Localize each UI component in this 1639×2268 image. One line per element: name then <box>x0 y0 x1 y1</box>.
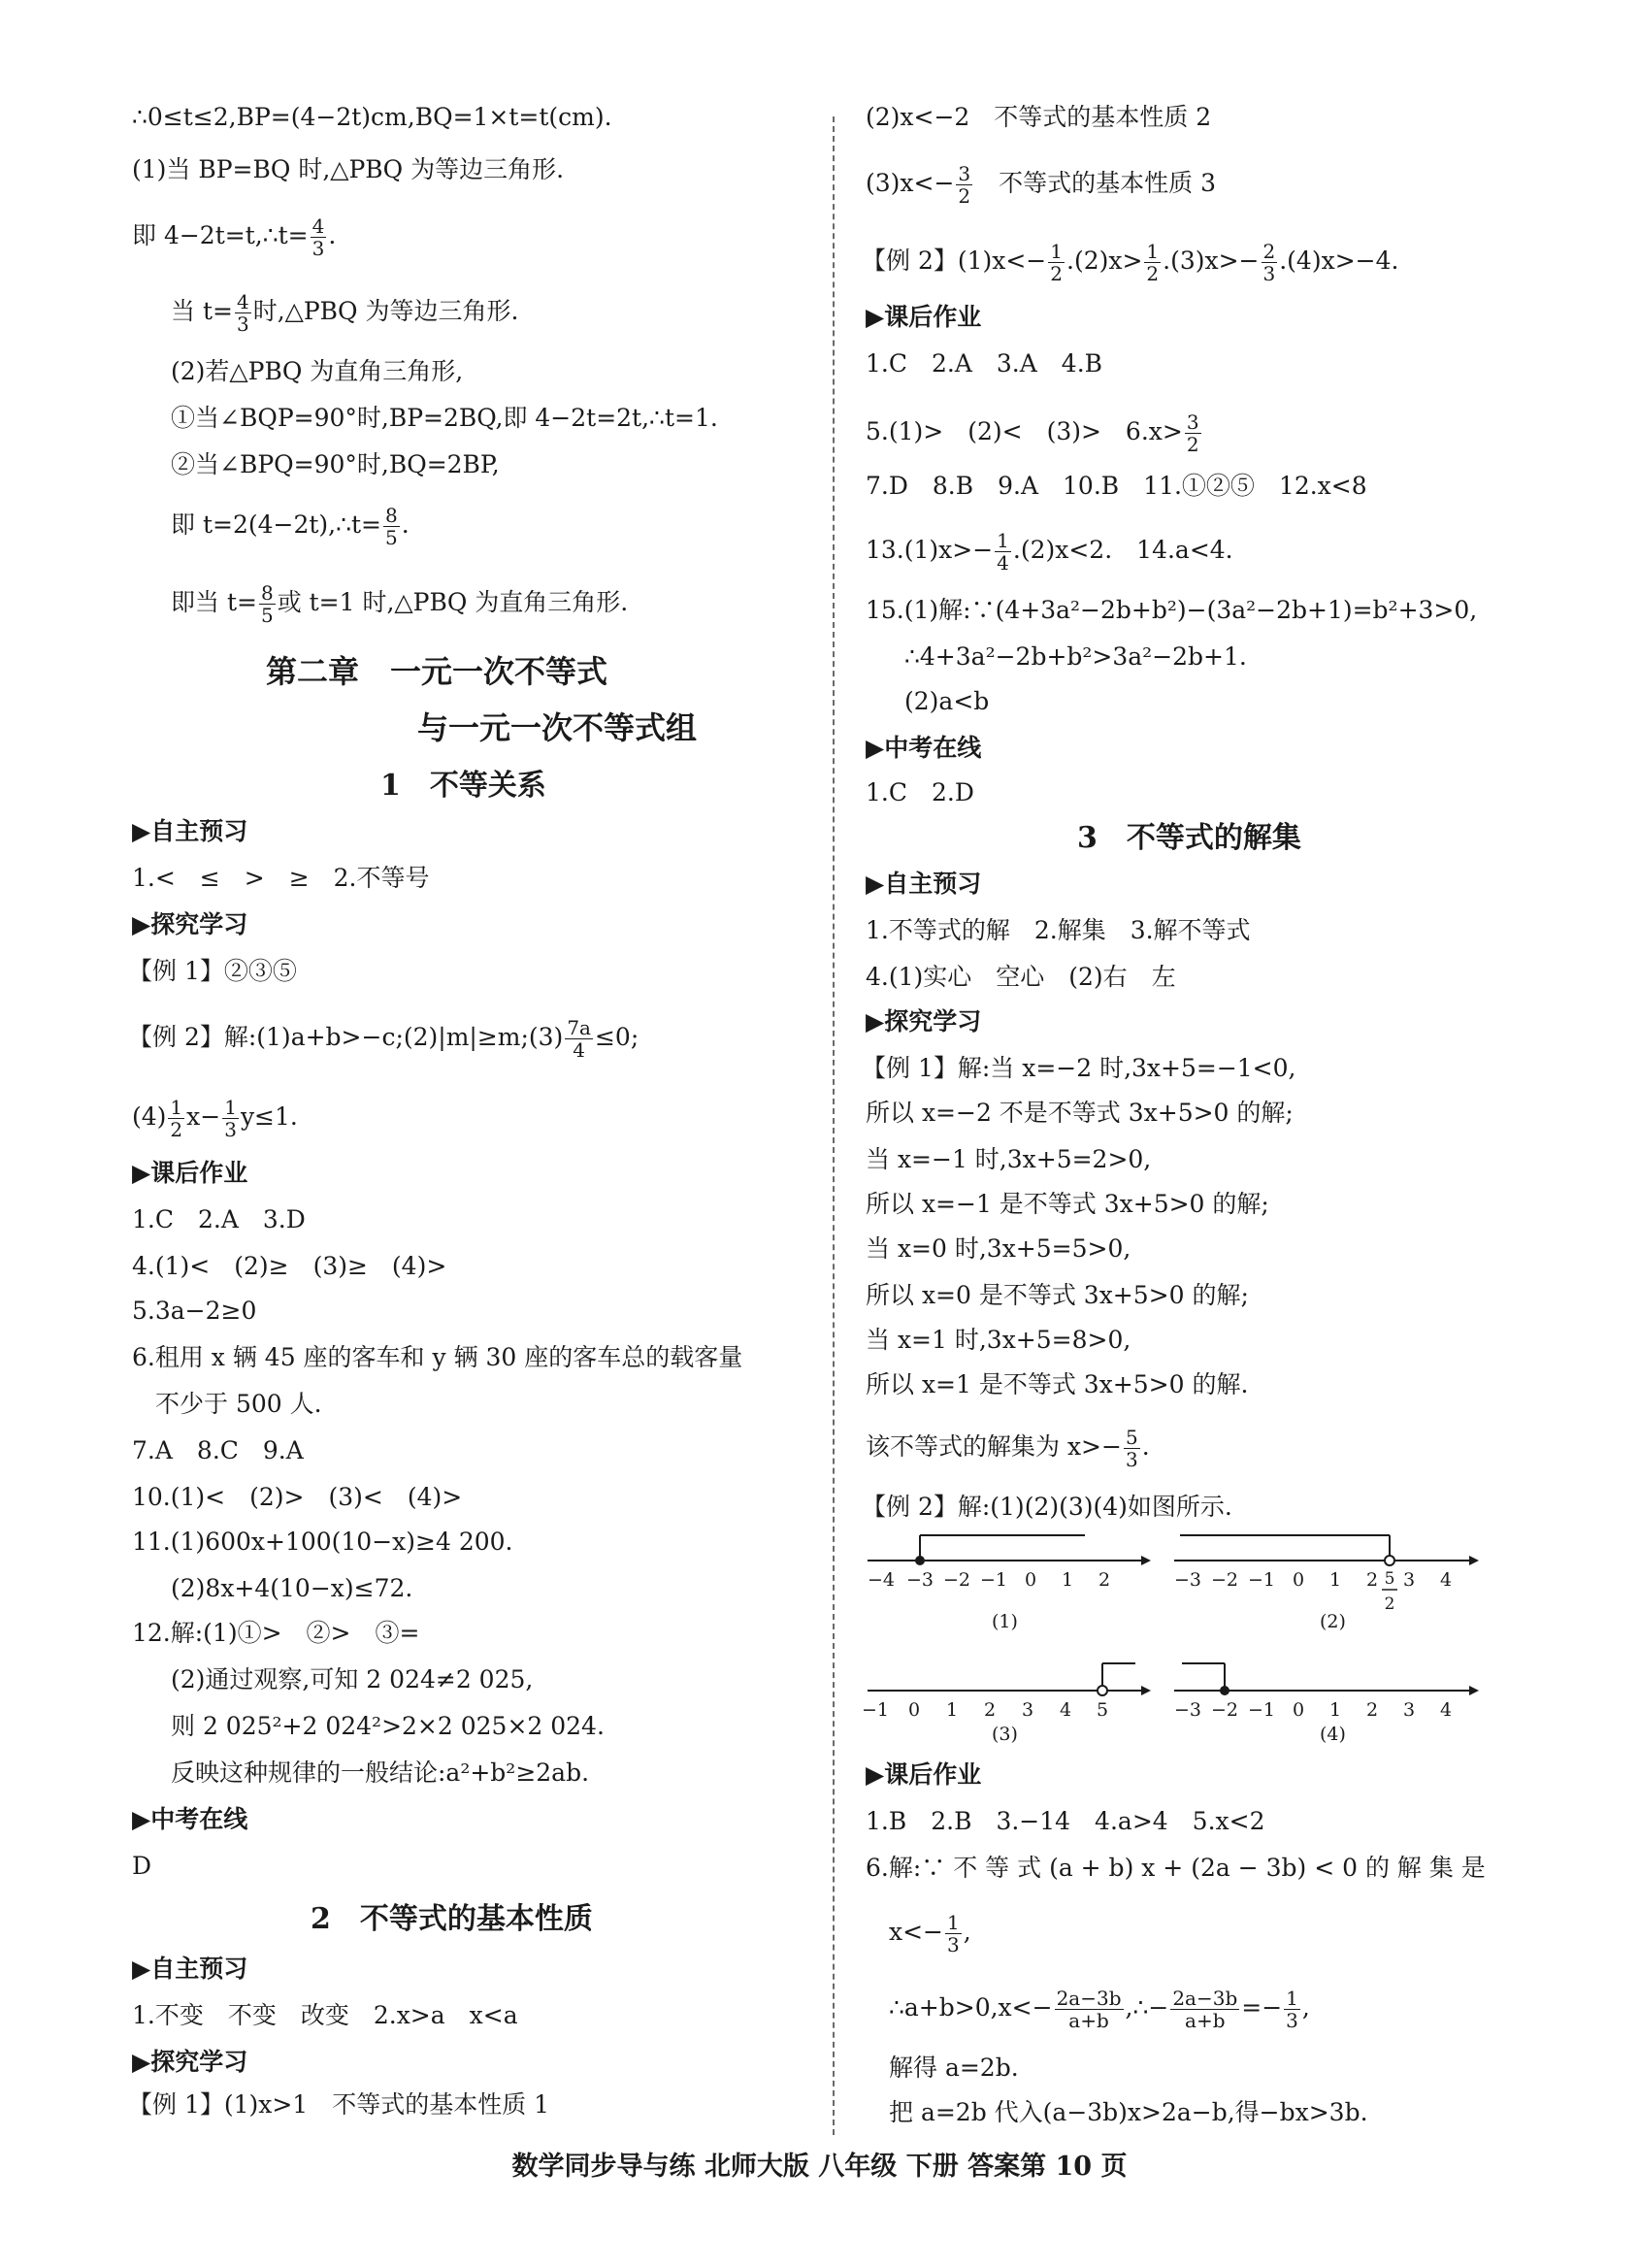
column-divider <box>833 116 835 2135</box>
tick-label: 5 <box>1096 1699 1109 1721</box>
tick-label: −2 <box>942 1569 971 1591</box>
figure-caption: (1) <box>992 1611 1018 1632</box>
text-line: (2)8x+4(10−x)≤72. <box>171 1574 413 1602</box>
fraction: $\frac{8}{5}$ <box>385 504 398 549</box>
number-line-3 <box>860 1650 1151 1727</box>
tick-label: 0 <box>1024 1569 1037 1591</box>
text-line: ∴0≤t≤2,BP=(4−2t)cm,BQ=1×t=t(cm). <box>132 103 612 131</box>
text-line: 把 a=2b 代入(a−3b)x>2a−b,得−bx>3b. <box>889 2098 1368 2126</box>
section-heading: ▶中考在线 <box>132 1805 248 1833</box>
chapter-subtitle: 与一元一次不等式组 <box>417 709 698 746</box>
text-line: 即 4−2t=t,∴t= $\frac{4}{3}$ . <box>132 214 337 260</box>
fraction: $\frac{2a-3b}{a+b}$ <box>1056 1987 1122 2032</box>
fraction: $\frac{2}{3}$ <box>1262 240 1276 285</box>
text-line: 当 x=0 时,3x+5=5>0, <box>866 1234 1131 1263</box>
text-line: 11.(1)600x+100(10−x)≥4 200. <box>132 1528 513 1556</box>
chapter-title: 第二章 一元一次不等式 <box>266 653 608 690</box>
tick-label: 2 <box>1365 1699 1379 1721</box>
tick-label: 2 <box>1365 1569 1379 1591</box>
text-line: 则 2 025²+2 024²>2×2 025×2 024. <box>171 1712 605 1740</box>
section-heading: ▶自主预习 <box>132 817 248 845</box>
text-line: 7.A 8.C 9.A <box>132 1436 304 1464</box>
tick-label: 3 <box>1021 1699 1034 1721</box>
tick-label: 2 <box>983 1699 997 1721</box>
tick-label: −3 <box>905 1569 934 1591</box>
section-heading: ▶中考在线 <box>866 734 982 762</box>
section-title: 2 不等式的基本性质 <box>311 1902 593 1936</box>
fraction: $\frac{1}{2}$ <box>170 1096 183 1141</box>
fraction: $\frac{1}{3}$ <box>947 1911 960 1956</box>
text-line: ∴a+b>0,x<− $\frac{2a-3b}{a+b}$ ,∴− $\frac{2a-3b}{a+b}$ =− $\frac{1}{3}$ , <box>889 1987 1310 2032</box>
number-line-1 <box>860 1526 1151 1613</box>
section-heading: ▶自主预习 <box>132 1955 248 1983</box>
tick-label: −1 <box>1247 1569 1276 1591</box>
text-line: 5.3a−2≥0 <box>132 1297 257 1325</box>
tick-label: 1 <box>1328 1699 1342 1721</box>
text-line: (3)x<− $\frac{3}{2}$ 不等式的基本性质 3 <box>866 162 1216 208</box>
text-line: ①当∠BQP=90°时,BP=2BQ,即 4−2t=2t,∴t=1. <box>171 404 718 432</box>
text-line: 1.B 2.B 3.−14 4.a>4 5.x<2 <box>866 1807 1265 1835</box>
text-line: 4.(1)实心 空心 (2)右 左 <box>866 963 1176 991</box>
text-line: 13.(1)x>− $\frac{1}{4}$ .(2)x<2. 14.a<4. <box>866 529 1233 575</box>
tick-label: −4 <box>867 1569 896 1591</box>
text-line: 6.租用 x 辆 45 座的客车和 y 辆 30 座的客车总的载客量 <box>132 1343 743 1371</box>
tick-label: 3 <box>1402 1699 1416 1721</box>
text-line: 解得 a=2b. <box>889 2054 1019 2082</box>
text-line: 即 t=2(4−2t),∴t= $\frac{8}{5}$ . <box>171 504 410 549</box>
fraction: $\frac{5}{3}$ <box>1125 1426 1138 1471</box>
text-line: 10.(1)< (2)> (3)< (4)> <box>132 1483 463 1511</box>
text-line: (2)通过观察,可知 2 024≠2 025, <box>171 1665 534 1693</box>
text-line: 12.解:(1)①> ②> ③= <box>132 1619 420 1647</box>
tick-label: −1 <box>861 1699 890 1721</box>
text-line: (2)a<b <box>904 687 990 715</box>
tick-label: −2 <box>1210 1569 1239 1591</box>
page-footer: 数学同步导与练 北师大版 八年级 下册 答案第 10 页 <box>511 2152 1128 2182</box>
text-line: D <box>132 1852 152 1880</box>
text-line: 【例 1】(1)x>1 不等式的基本性质 1 <box>128 2090 550 2119</box>
tick-label: 1 <box>1328 1569 1342 1591</box>
text-line: 1.不变 不变 改变 2.x>a x<a <box>132 2001 518 2029</box>
text-line: 7.D 8.B 9.A 10.B 11.①②⑤ 12.x<8 <box>866 472 1367 500</box>
text-line: 即当 t= $\frac{8}{5}$ 或 t=1 时,△PBQ 为直角三角形. <box>171 581 629 627</box>
tick-label: −2 <box>1210 1699 1239 1721</box>
fraction: $\frac{1}{2}$ <box>1146 240 1160 285</box>
tick-label: 4 <box>1059 1699 1072 1721</box>
section-title: 3 不等式的解集 <box>1077 821 1301 855</box>
section-heading: ▶课后作业 <box>132 1159 248 1187</box>
text-line: 当 t= $\frac{4}{3}$ 时,△PBQ 为等边三角形. <box>171 290 519 336</box>
tick-label: 1 <box>945 1699 959 1721</box>
tick-label: 3 <box>1402 1569 1416 1591</box>
text-line: 5.(1)> (2)< (3)> 6.x> $\frac{3}{2}$ <box>866 411 1199 456</box>
fraction: $\frac{8}{5}$ <box>260 581 274 627</box>
figure-caption: (3) <box>992 1724 1018 1745</box>
text-line: 所以 x=0 是不等式 3x+5>0 的解; <box>866 1281 1249 1309</box>
mark-numerator: 5 <box>1384 1569 1395 1589</box>
tick-label: −3 <box>1173 1699 1202 1721</box>
text-line: 4.(1)< (2)≥ (3)≥ (4)> <box>132 1252 447 1280</box>
text-line: (2)若△PBQ 为直角三角形, <box>171 357 464 385</box>
text-line: 1.C 2.D <box>866 778 974 806</box>
text-line: 15.(1)解:∵(4+3a²−2b+b²)−(3a²−2b+1)=b²+3>0, <box>866 596 1478 624</box>
text-line: (2)x<−2 不等式的基本性质 2 <box>866 103 1212 131</box>
text-line: ②当∠BPQ=90°时,BQ=2BP, <box>171 450 500 478</box>
section-heading: ▶探究学习 <box>132 910 248 938</box>
section-heading: ▶课后作业 <box>866 1760 982 1789</box>
tick-label: 0 <box>1292 1569 1305 1591</box>
text-line: 1.不等式的解 2.解集 3.解不等式 <box>866 916 1251 944</box>
figure-caption: (2) <box>1320 1611 1346 1632</box>
tick-label: 4 <box>1439 1569 1453 1591</box>
text-line: 该不等式的解集为 x>− $\frac{5}{3}$ . <box>866 1426 1150 1471</box>
text-line: (4) $\frac{1}{2}$ x− $\frac{1}{3}$ y≤1. <box>132 1096 298 1141</box>
text-line: 当 x=1 时,3x+5=8>0, <box>866 1326 1131 1354</box>
fraction: $\frac{3}{2}$ <box>958 162 971 208</box>
text-line: 1.< ≤ > ≥ 2.不等号 <box>132 864 430 892</box>
text-line: 当 x=−1 时,3x+5=2>0, <box>866 1145 1152 1173</box>
text-line: 所以 x=−2 不是不等式 3x+5>0 的解; <box>866 1099 1294 1127</box>
fraction: $\frac{1}{4}$ <box>997 529 1009 575</box>
fraction: $\frac{2a-3b}{a+b}$ <box>1172 1987 1238 2032</box>
text-line: 反映这种规律的一般结论:a²+b²≥2ab. <box>171 1759 590 1787</box>
tick-label: −1 <box>1247 1699 1276 1721</box>
text-line: 【例 1】②③⑤ <box>128 957 297 985</box>
text-line: 1.C 2.A 3.D <box>132 1205 306 1233</box>
tick-label: 4 <box>1439 1699 1453 1721</box>
fraction: $\frac{1}{2}$ <box>1050 240 1063 285</box>
tick-label: −1 <box>979 1569 1008 1591</box>
section-heading: ▶课后作业 <box>866 303 982 331</box>
text-line: 【例 2】解:(1)(2)(3)(4)如图所示. <box>862 1493 1232 1521</box>
text-line: x<− $\frac{1}{3}$ , <box>889 1911 971 1956</box>
section-heading: ▶探究学习 <box>132 2048 248 2076</box>
tick-label: −3 <box>1173 1569 1202 1591</box>
fraction: $\frac{4}{3}$ <box>311 214 325 260</box>
text-line: 【例 2】(1)x<− $\frac{1}{2}$ .(2)x> $\frac{1}{2}$ .(3)x>− $\frac{2}{3}$ .(4)x>−4. <box>862 240 1399 285</box>
section-title: 1 不等关系 <box>380 769 546 803</box>
tick-label: 2 <box>1098 1569 1111 1591</box>
tick-label: 1 <box>1061 1569 1074 1591</box>
fraction: $\frac{3}{2}$ <box>1186 411 1199 456</box>
mark-denominator: 2 <box>1384 1594 1395 1614</box>
text-line: 【例 1】解:当 x=−2 时,3x+5=−1<0, <box>862 1054 1296 1082</box>
fraction: $\frac{1}{3}$ <box>224 1096 237 1141</box>
fraction: $\frac{4}{3}$ <box>236 290 249 336</box>
section-heading: ▶探究学习 <box>866 1007 982 1035</box>
number-line-4 <box>1170 1650 1481 1727</box>
fraction: $\frac{1}{3}$ <box>1286 1987 1298 2032</box>
text-line: 所以 x=−1 是不等式 3x+5>0 的解; <box>866 1190 1269 1218</box>
text-line: (1)当 BP=BQ 时,△PBQ 为等边三角形. <box>132 155 565 183</box>
tick-label: 0 <box>1292 1699 1305 1721</box>
text-line: ∴4+3a²−2b+b²>3a²−2b+1. <box>904 642 1247 671</box>
section-heading: ▶自主预习 <box>866 870 982 898</box>
text-line: 6.解:∵ 不 等 式 (a + b) x + (2a − 3b) < 0 的 解 集 是 <box>866 1854 1486 1882</box>
text-line: 1.C 2.A 3.A 4.B <box>866 349 1103 378</box>
text-line: 所以 x=1 是不等式 3x+5>0 的解. <box>866 1370 1249 1398</box>
text-line: 不少于 500 人. <box>155 1390 322 1418</box>
text-line: 【例 2】解:(1)a+b>−c;(2)|m|≥m;(3) $\frac{7a}{4}$ ≤0; <box>128 1016 639 1062</box>
fraction: $\frac{7a}{4}$ <box>567 1016 591 1062</box>
figure-caption: (4) <box>1320 1724 1346 1745</box>
tick-label: 0 <box>907 1699 921 1721</box>
